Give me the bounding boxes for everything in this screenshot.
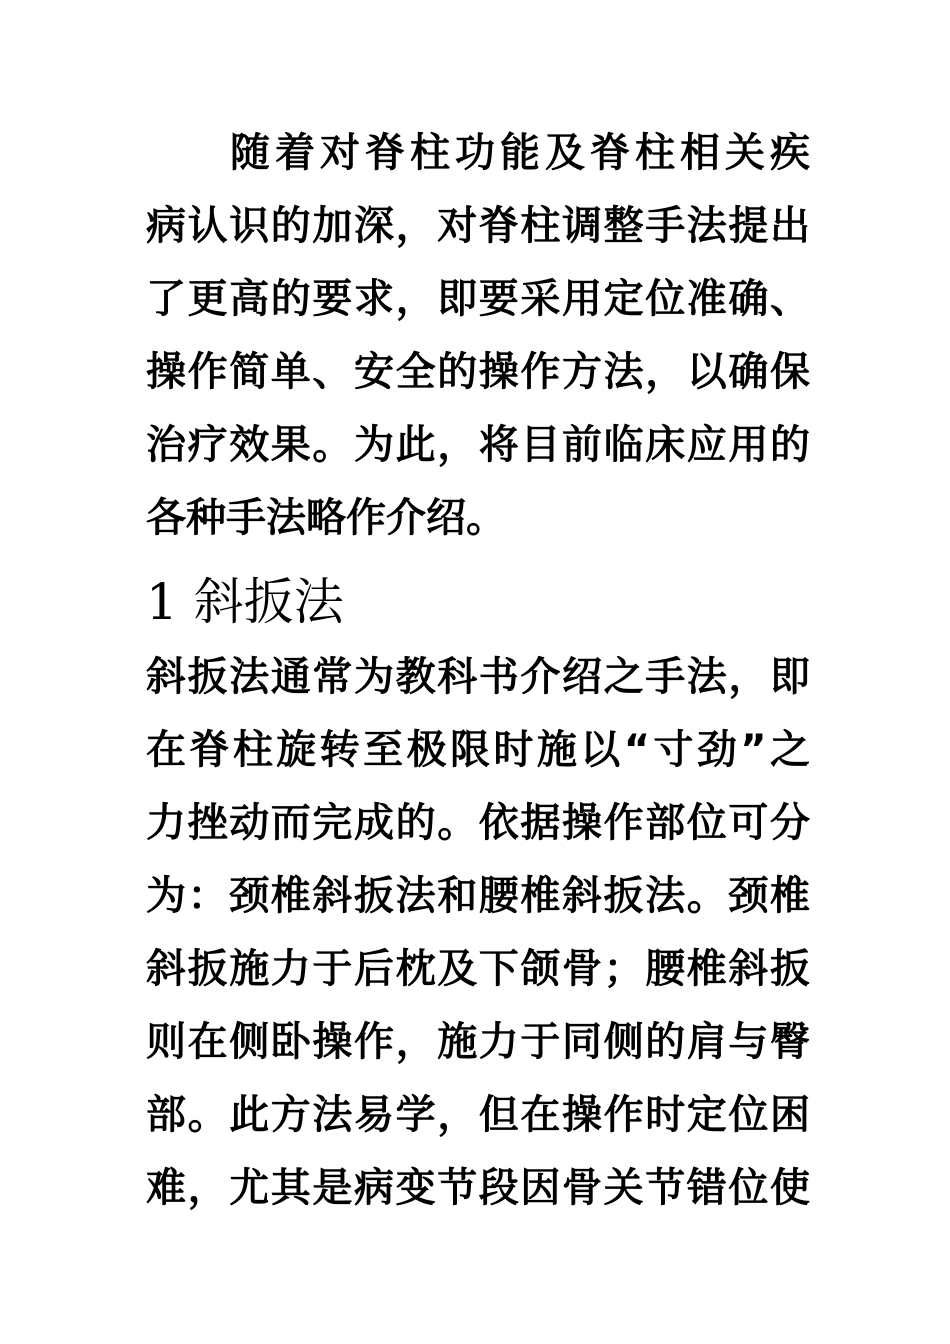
section-heading: 1 斜扳法 (146, 573, 344, 631)
paragraph-line: 部。此方法易学，但在操作时定位困 (146, 1092, 810, 1138)
paragraph-line: 了更高的要求，即要采用定位准确、 (146, 276, 810, 322)
paragraph-line: 在脊柱旋转至极限时施以“寸劲”之 (146, 727, 810, 773)
paragraph-line: 斜扳施力于后枕及下颌骨；腰椎斜扳 (146, 946, 810, 992)
intro-paragraph (146, 117, 810, 555)
paragraph-line: 各种手法略作介绍。 (146, 495, 506, 541)
paragraph-line: 病认识的加深，对脊柱调整手法提出 (146, 203, 810, 249)
section-paragraph (146, 641, 810, 1225)
paragraph-line: 斜扳法通常为教科书介绍之手法，即 (146, 654, 810, 700)
paragraph-line: 随着对脊柱功能及脊柱相关疾 (230, 130, 810, 176)
paragraph-line: 则在侧卧操作，施力于同侧的肩与臀 (146, 1019, 810, 1065)
paragraph-line: 力挫动而完成的。依据操作部位可分 (146, 800, 810, 846)
paragraph-line: 操作简单、安全的操作方法，以确保 (146, 349, 810, 395)
paragraph-line: 治疗效果。为此，将目前临床应用的 (146, 422, 810, 468)
paragraph-line: 为：颈椎斜扳法和腰椎斜扳法。颈椎 (146, 873, 810, 919)
paragraph-line: 难，尤其是病变节段因骨关节错位使 (146, 1165, 810, 1211)
